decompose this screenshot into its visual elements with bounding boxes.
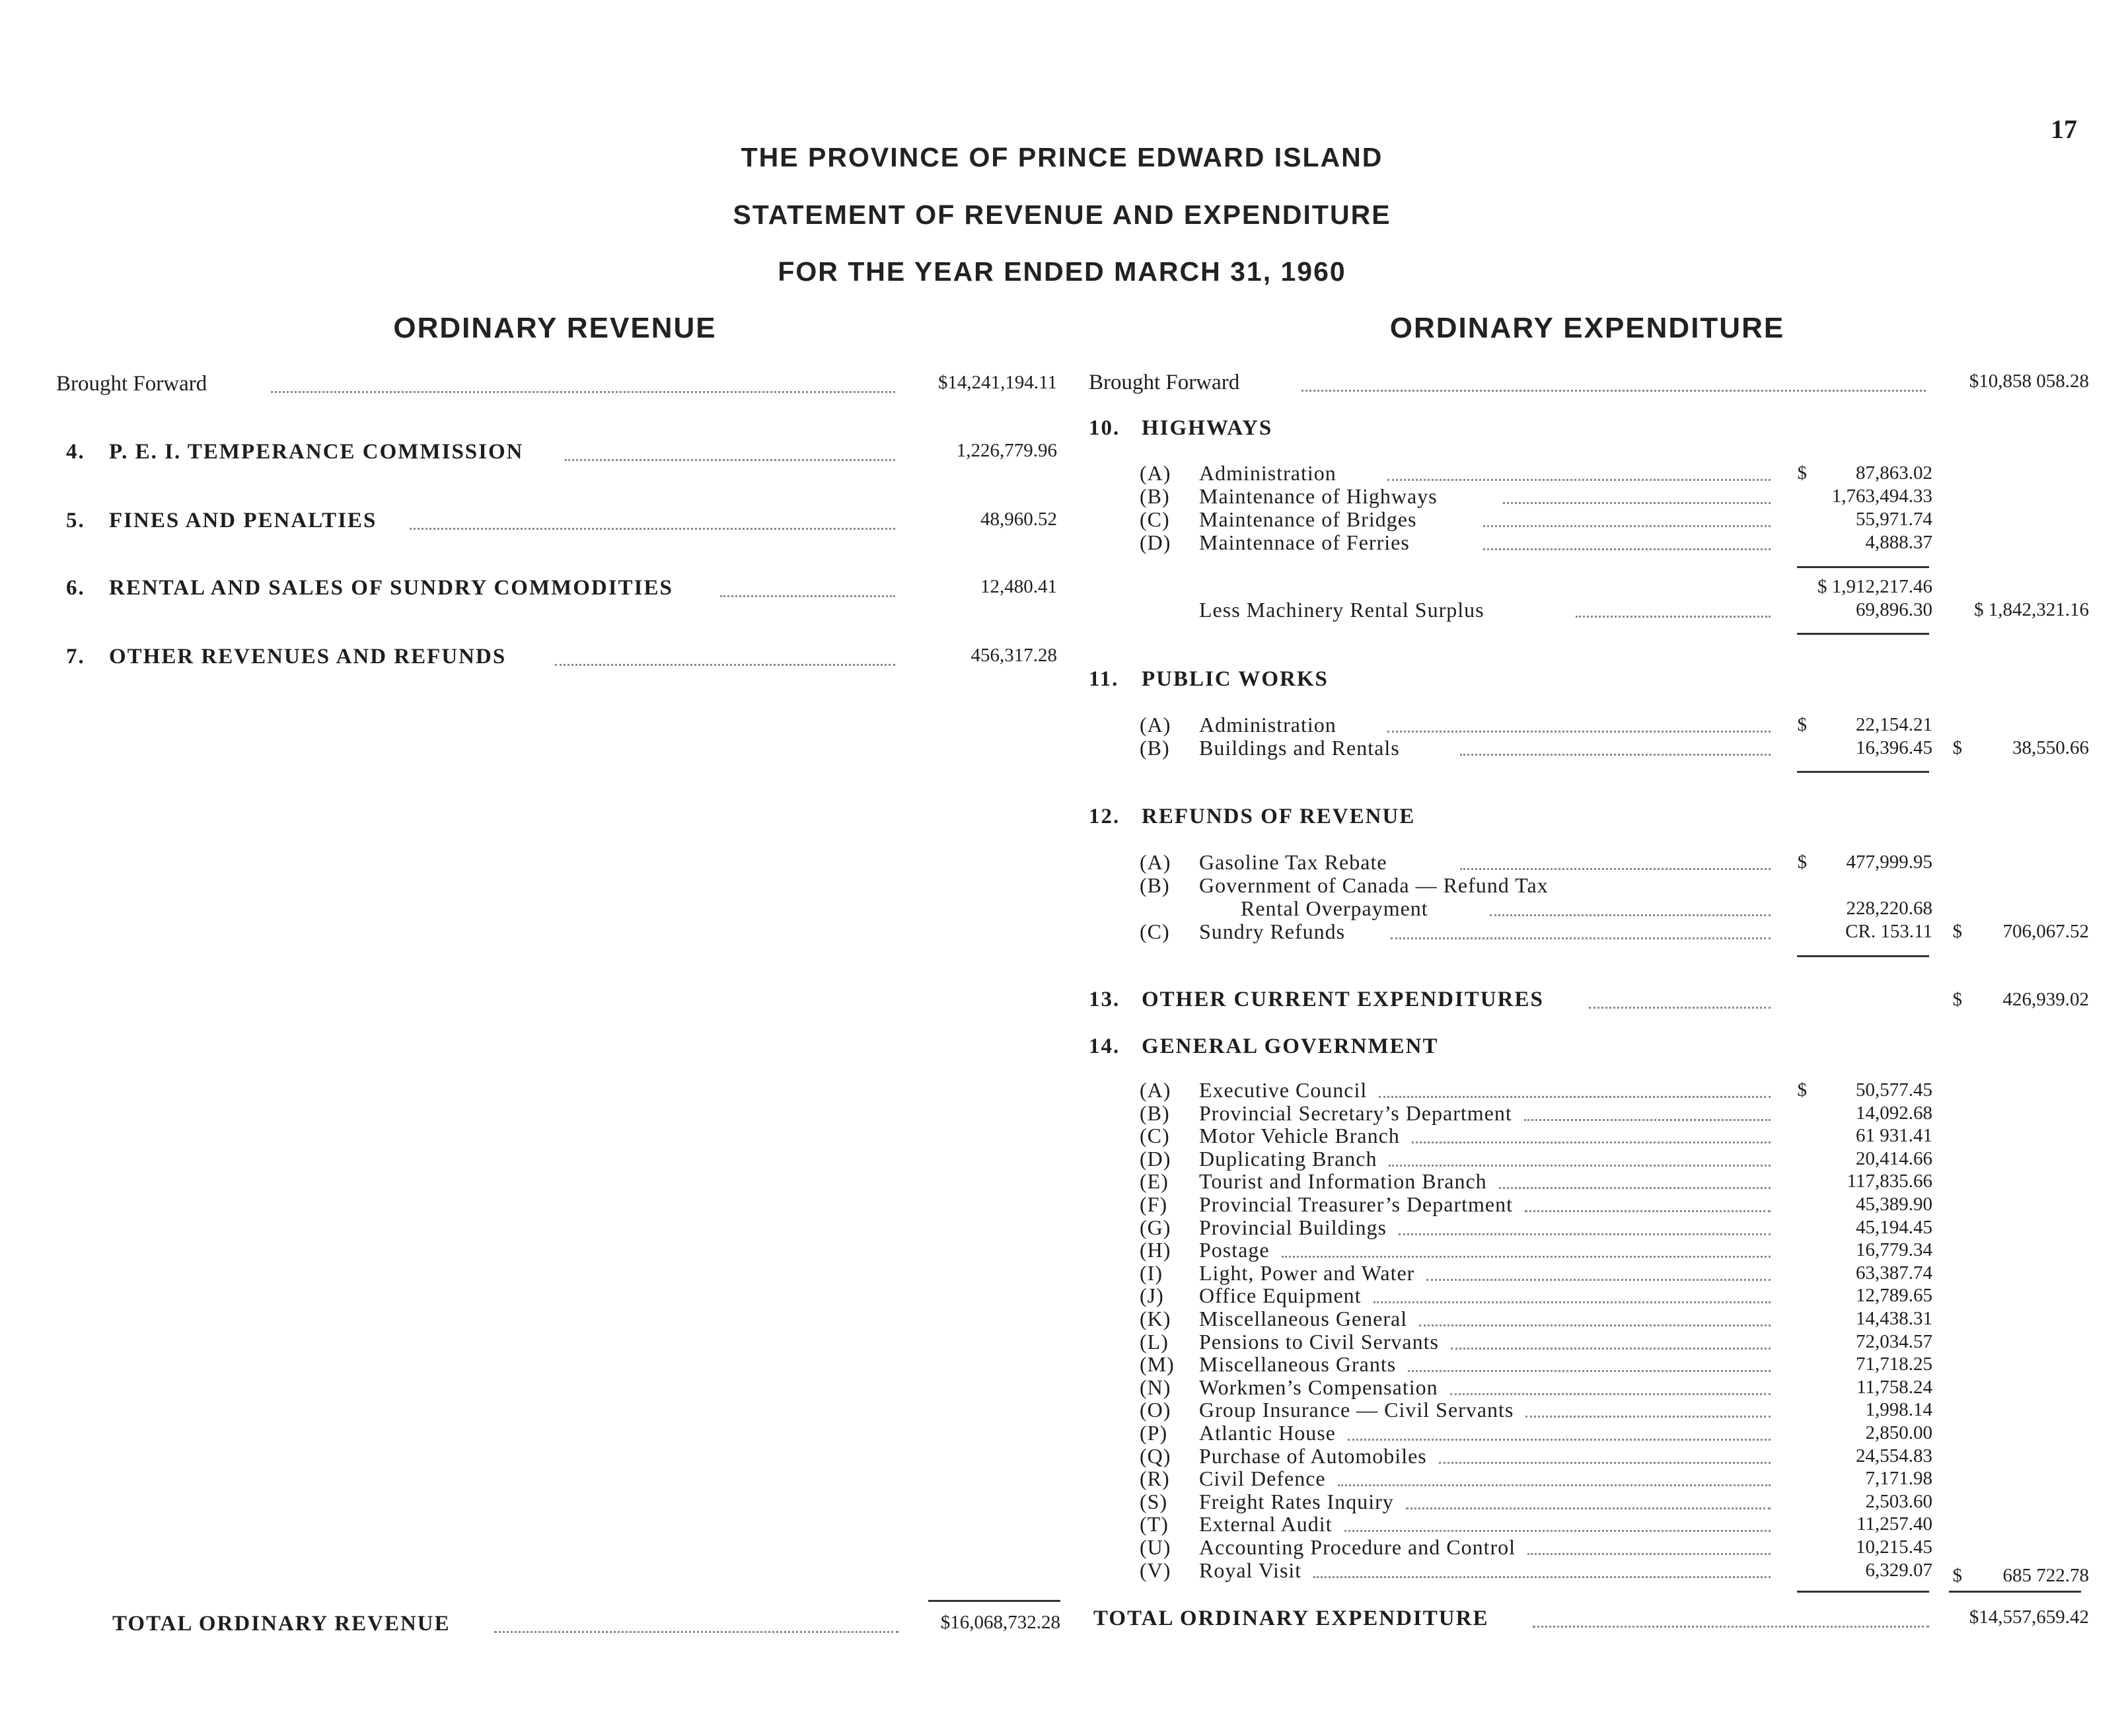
less-machinery-amount: 69,896.30 [1856, 599, 1932, 620]
item-amount: 45,194.45 [1856, 1217, 1932, 1238]
item-id: (A) [1140, 850, 1171, 874]
other-current-total: 426,939.02 [2002, 989, 2089, 1010]
item-id: (B) [1140, 736, 1170, 760]
section-title-highways: HIGHWAYS [1142, 416, 1273, 440]
leader-dots [1389, 1165, 1771, 1167]
section-num: 14. [1089, 1034, 1120, 1058]
item-amount: 117,835.66 [1847, 1171, 1932, 1192]
revenue-item-num: 6. [66, 576, 85, 600]
item-id: (K) [1140, 1307, 1171, 1330]
leader-dots [555, 664, 895, 666]
item-amount: 71,718.25 [1856, 1354, 1932, 1375]
item-label: Provincial Buildings [1199, 1215, 1387, 1239]
revenue-item-label: P. E. I. TEMPERANCE COMMISSION [109, 440, 524, 464]
revenue-title: ORDINARY REVENUE [393, 312, 717, 344]
total-rule [1797, 955, 1929, 957]
section-title-general-government: GENERAL GOVERNMENT [1142, 1034, 1439, 1058]
item-amount: 2,850.00 [1865, 1422, 1932, 1443]
item-id: (B) [1140, 1101, 1170, 1125]
leader-dots [720, 595, 895, 597]
item-id: (O) [1140, 1398, 1171, 1422]
item-id: (D) [1140, 1147, 1171, 1171]
item-id: (R) [1140, 1466, 1170, 1490]
item-label: Postage [1199, 1238, 1270, 1262]
item-amount: 477,999.95 [1846, 851, 1932, 873]
item-label-continued: Rental Overpayment [1241, 896, 1428, 920]
dollar-sign: $ [1797, 462, 1807, 484]
section-num: 12. [1089, 805, 1120, 828]
leader-dots [410, 528, 895, 530]
item-label: Pensions to Civil Servants [1199, 1330, 1439, 1354]
item-id: (C) [1140, 1124, 1170, 1147]
item-id: (I) [1140, 1261, 1163, 1285]
header-province: THE PROVINCE OF PRINCE EDWARD ISLAND [741, 142, 1383, 172]
item-amount: 63,387.74 [1856, 1262, 1932, 1284]
dollar-sign: $ [1797, 851, 1807, 873]
section-title-other-current: OTHER CURRENT EXPENDITURES [1142, 988, 1544, 1011]
leader-dots [271, 391, 895, 393]
revenue-item-label: OTHER REVENUES AND REFUNDS [109, 645, 507, 669]
section-title-refunds: REFUNDS OF REVENUE [1142, 805, 1416, 828]
dollar-sign: $ [1952, 989, 1962, 1010]
revenue-item-num: 4. [66, 440, 85, 464]
item-id: (T) [1140, 1512, 1169, 1536]
expenditure-total-amount: $14,557,659.42 [1969, 1607, 2089, 1628]
item-id: (G) [1140, 1215, 1171, 1239]
general-government-total: 685 722.78 [2002, 1565, 2089, 1586]
item-amount: 22,154.21 [1856, 714, 1932, 735]
item-label: Purchase of Automobiles [1199, 1444, 1427, 1468]
dollar-sign: $ [1952, 921, 1962, 942]
item-label: Motor Vehicle Branch [1199, 1124, 1400, 1147]
leader-dots [1524, 1119, 1771, 1121]
leader-dots [1387, 731, 1771, 733]
revenue-item-label: RENTAL AND SALES OF SUNDRY COMMODITIES [109, 576, 673, 600]
item-id: (C) [1140, 920, 1170, 943]
leader-dots [1451, 1348, 1771, 1350]
item-label: External Audit [1199, 1512, 1333, 1536]
leader-dots [1348, 1439, 1771, 1441]
item-amount: 14,438.31 [1856, 1308, 1932, 1329]
item-label: Light, Power and Water [1199, 1261, 1415, 1285]
item-label: Atlantic House [1199, 1421, 1336, 1445]
leader-dots [1460, 868, 1771, 870]
item-id: (H) [1140, 1238, 1171, 1262]
leader-dots [1439, 1462, 1771, 1464]
item-amount: 1,998.14 [1865, 1399, 1932, 1420]
item-amount: 61 931.41 [1856, 1125, 1932, 1146]
item-id: (B) [1140, 484, 1170, 508]
item-label: Administration [1199, 461, 1337, 485]
item-amount: 11,758.24 [1856, 1377, 1932, 1398]
revenue-item-num: 5. [66, 509, 85, 532]
revenue-item-num: 7. [66, 645, 85, 669]
item-amount: 4,888.37 [1865, 532, 1932, 553]
expenditure-brought-forward-label: Brought Forward [1089, 371, 1240, 394]
public-works-total: 38,550.66 [2012, 737, 2089, 758]
item-id: (U) [1140, 1535, 1171, 1559]
revenue-brought-forward-amount: $14,241,194.11 [937, 372, 1057, 393]
revenue-brought-forward-label: Brought Forward [56, 372, 207, 396]
leader-dots [1419, 1324, 1771, 1326]
item-amount: 50,577.45 [1856, 1079, 1932, 1101]
leader-dots [1589, 1007, 1771, 1009]
highways-subtotal: $ 1,912,217.46 [1817, 576, 1932, 597]
item-amount: 7,171.98 [1865, 1468, 1932, 1489]
item-label: Maintenance of Bridges [1199, 507, 1417, 531]
item-label: Government of Canada — Refund Tax [1199, 873, 1549, 897]
subtotal-rule [1797, 566, 1929, 568]
item-id: (P) [1140, 1421, 1168, 1445]
item-label: Workmen’s Compensation [1199, 1375, 1438, 1399]
leader-dots [1426, 1279, 1771, 1281]
item-id: (D) [1140, 530, 1171, 554]
item-amount: 16,779.34 [1856, 1239, 1932, 1260]
item-amount: 87,863.02 [1856, 462, 1932, 484]
item-amount: 55,971.74 [1856, 509, 1932, 530]
leader-dots [1387, 479, 1771, 481]
item-amount: 11,257.40 [1856, 1513, 1932, 1535]
item-label: Sundry Refunds [1199, 920, 1346, 943]
total-rule [1797, 771, 1929, 773]
item-label: Duplicating Branch [1199, 1147, 1377, 1171]
item-label: Miscellaneous Grants [1199, 1352, 1397, 1376]
item-amount: 24,554.83 [1856, 1445, 1932, 1466]
total-rule [1949, 1591, 2081, 1593]
leader-dots [1533, 1626, 1929, 1628]
revenue-item-label: FINES AND PENALTIES [109, 509, 377, 532]
leader-dots [1313, 1576, 1771, 1578]
dollar-sign: $ [1797, 1079, 1807, 1101]
leader-dots [1483, 548, 1771, 550]
item-id: (M) [1140, 1352, 1175, 1376]
less-machinery-label: Less Machinery Rental Surplus [1199, 598, 1484, 622]
expenditure-brought-forward-amount: $10,858 058.28 [1969, 371, 2089, 392]
item-id: (A) [1140, 713, 1171, 737]
revenue-item-amount: 48,960.52 [980, 509, 1057, 530]
leader-dots [1483, 525, 1771, 527]
revenue-item-amount: 12,480.41 [980, 576, 1057, 597]
leader-dots [1406, 1507, 1771, 1509]
total-rule [928, 1600, 1060, 1602]
section-title-public-works: PUBLIC WORKS [1142, 667, 1329, 691]
item-id: (Q) [1140, 1444, 1171, 1468]
item-id: (F) [1140, 1192, 1168, 1216]
page-number: 17 [2051, 114, 2077, 144]
item-id: (L) [1140, 1330, 1169, 1354]
dollar-sign: $ [1797, 714, 1807, 735]
leader-dots [1373, 1301, 1771, 1303]
item-id: (C) [1140, 507, 1170, 531]
item-amount: CR. 153.11 [1845, 921, 1932, 942]
leader-dots [1450, 1393, 1771, 1395]
leader-dots [1301, 390, 1926, 392]
item-label: Maintenance of Highways [1199, 484, 1438, 508]
revenue-total-label: TOTAL ORDINARY REVENUE [112, 1612, 451, 1636]
leader-dots [1344, 1530, 1771, 1532]
leader-dots [1338, 1484, 1771, 1486]
section-num: 10. [1089, 416, 1120, 440]
leader-dots [494, 1631, 898, 1633]
item-id: (A) [1140, 461, 1171, 485]
item-label: Provincial Treasurer’s Department [1199, 1192, 1513, 1216]
item-amount: 6,329.07 [1865, 1560, 1932, 1581]
leader-dots [1379, 1096, 1771, 1098]
item-id: (J) [1140, 1284, 1164, 1307]
expenditure-title: ORDINARY EXPENDITURE [1389, 312, 1785, 344]
leader-dots [1525, 1416, 1771, 1418]
revenue-total-amount: $16,068,732.28 [940, 1612, 1060, 1633]
item-amount: 1,763,494.33 [1831, 486, 1932, 507]
item-label: Gasoline Tax Rebate [1199, 850, 1387, 874]
item-id: (V) [1140, 1558, 1171, 1582]
item-label: Royal Visit [1199, 1558, 1302, 1582]
header-statement: STATEMENT OF REVENUE AND EXPENDITURE [733, 199, 1391, 230]
item-id: (B) [1140, 873, 1170, 897]
item-label: Group Insurance — Civil Servants [1199, 1398, 1514, 1422]
leader-dots [1282, 1256, 1771, 1258]
total-rule [1797, 1591, 1929, 1593]
item-amount: 12,789.65 [1856, 1285, 1932, 1306]
total-rule [1797, 633, 1929, 635]
leader-dots [1490, 914, 1771, 916]
item-label: Executive Council [1199, 1078, 1368, 1102]
item-amount: 14,092.68 [1856, 1103, 1932, 1124]
revenue-item-amount: 1,226,779.96 [956, 440, 1057, 461]
item-label: Civil Defence [1199, 1466, 1326, 1490]
leader-dots [565, 459, 895, 461]
item-amount: 45,389.90 [1856, 1194, 1932, 1215]
item-amount: 10,215.45 [1856, 1537, 1932, 1558]
item-label: Freight Rates Inquiry [1199, 1490, 1394, 1513]
leader-dots [1503, 502, 1771, 504]
highways-total: $ 1,842,321.16 [1974, 599, 2089, 620]
section-num: 13. [1089, 988, 1120, 1011]
leader-dots [1527, 1553, 1771, 1555]
section-num: 11. [1089, 667, 1119, 691]
item-label: Office Equipment [1199, 1284, 1362, 1307]
leader-dots [1412, 1141, 1771, 1143]
item-label: Administration [1199, 713, 1337, 737]
leader-dots [1525, 1210, 1771, 1212]
leader-dots [1399, 1233, 1771, 1235]
item-label: Miscellaneous General [1199, 1307, 1408, 1330]
leader-dots [1499, 1187, 1771, 1189]
item-amount: 20,414.66 [1856, 1148, 1932, 1169]
item-label: Tourist and Information Branch [1199, 1169, 1487, 1193]
leader-dots [1391, 937, 1771, 939]
expenditure-total-label: TOTAL ORDINARY EXPENDITURE [1093, 1607, 1489, 1630]
leader-dots [1408, 1370, 1771, 1372]
item-id: (N) [1140, 1375, 1171, 1399]
item-id: (S) [1140, 1490, 1168, 1513]
revenue-item-amount: 456,317.28 [970, 645, 1057, 666]
item-amount: 228,220.68 [1846, 898, 1932, 919]
item-amount: 16,396.45 [1856, 737, 1932, 758]
item-amount: 72,034.57 [1856, 1331, 1932, 1352]
dollar-sign: $ [1952, 737, 1962, 758]
header-year: FOR THE YEAR ENDED MARCH 31, 1960 [778, 256, 1346, 287]
item-label: Provincial Secretary’s Department [1199, 1101, 1512, 1125]
dollar-sign: $ [1952, 1565, 1962, 1586]
item-id: (E) [1140, 1169, 1169, 1193]
item-label: Accounting Procedure and Control [1199, 1535, 1516, 1559]
item-label: Maintennace of Ferries [1199, 530, 1410, 554]
leader-dots [1460, 754, 1771, 756]
item-amount: 2,503.60 [1865, 1491, 1932, 1512]
item-id: (A) [1140, 1078, 1171, 1102]
refunds-total: 706,067.52 [2002, 921, 2089, 942]
leader-dots [1576, 616, 1771, 618]
item-label: Buildings and Rentals [1199, 736, 1400, 760]
